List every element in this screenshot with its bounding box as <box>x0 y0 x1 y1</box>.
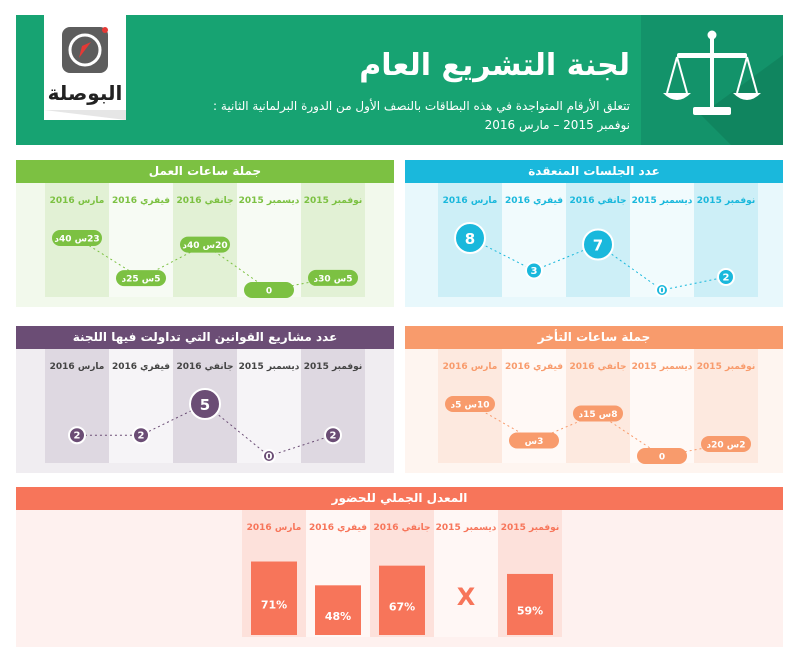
data-label: 10س 5د <box>450 400 490 411</box>
bar-label-missing: X <box>456 583 476 611</box>
month-label: نوفمبر 2015 <box>696 362 756 372</box>
logo <box>44 15 126 120</box>
chart-body <box>405 349 783 473</box>
chart-plot <box>405 183 783 307</box>
data-label: 2س 20د <box>706 440 746 451</box>
chart-body <box>16 510 783 647</box>
scales-of-justice-icon <box>641 15 783 145</box>
month-label: نوفمبر 2015 <box>303 196 363 206</box>
chart-title: عدد الجلسات المنعقدة <box>405 160 783 183</box>
chart-title: المعدل الجملي للحضور <box>16 487 783 510</box>
data-label: 2 <box>73 430 81 442</box>
chart-plot <box>16 349 394 473</box>
chart-panel-laws <box>16 326 394 473</box>
chart-plot <box>405 349 783 473</box>
data-label: 5س 30د <box>313 274 353 285</box>
chart-body <box>16 349 394 473</box>
month-label: ديسمبر 2015 <box>435 523 497 533</box>
chart-body <box>405 183 783 307</box>
month-label: فيفري 2016 <box>111 362 171 372</box>
month-label: نوفمبر 2015 <box>500 523 560 533</box>
chart-title: جملة ساعات العمل <box>16 160 394 183</box>
data-label: 3 <box>530 266 538 277</box>
data-label: 20س 40د <box>182 241 228 252</box>
data-label: 0 <box>265 451 273 463</box>
month-label: مارس 2016 <box>49 362 105 372</box>
data-label: 5 <box>199 396 211 414</box>
month-label: فيفري 2016 <box>111 196 171 206</box>
month-label: جانفي 2016 <box>569 362 627 372</box>
bar-label: 48% <box>324 610 352 624</box>
page-title: لجنة التشريع العام <box>359 48 630 83</box>
chart-plot <box>16 183 394 307</box>
month-label: جانفي 2016 <box>176 362 234 372</box>
data-label: 7 <box>592 236 604 255</box>
bar-label: 71% <box>260 598 288 612</box>
data-label: 5س 25د <box>121 274 161 285</box>
month-label: مارس 2016 <box>246 523 302 533</box>
month-label: نوفمبر 2015 <box>696 196 756 206</box>
page-subtitle: تتعلق الأرقام المتواجدة في هذه البطاقات بالنصف الأول من الدورة البرلمانية الثانية : <box>213 99 630 113</box>
month-label: فيفري 2016 <box>308 523 368 533</box>
data-label: 23س 40د <box>54 234 100 245</box>
bar-label: 67% <box>388 600 416 614</box>
chart-title: عدد مشاريع القوانين التي تداولت فيها اللجنة <box>16 326 394 349</box>
scale-panel <box>641 15 783 145</box>
chart-panel-hours <box>16 160 394 307</box>
data-label: 8 <box>464 230 476 248</box>
data-label: 0 <box>658 285 666 297</box>
month-label: ديسمبر 2015 <box>631 196 693 206</box>
month-label: نوفمبر 2015 <box>303 362 363 372</box>
data-label: 8س 15د <box>578 409 618 420</box>
logo-text: البوصلة <box>47 81 123 105</box>
chart-plot <box>16 510 783 647</box>
month-label: جانفي 2016 <box>569 196 627 206</box>
period-dates: نوفمبر 2015 – مارس 2016 <box>484 118 630 132</box>
data-label: 2 <box>329 430 337 442</box>
data-label: 2 <box>137 430 145 442</box>
data-label: 2 <box>722 272 730 284</box>
chart-panel-delay <box>405 326 783 473</box>
chart-body <box>16 183 394 307</box>
data-label: 0 <box>265 286 273 297</box>
month-label: مارس 2016 <box>49 196 105 206</box>
month-label: جانفي 2016 <box>373 523 431 533</box>
data-label: 3س <box>524 437 544 448</box>
month-label: فيفري 2016 <box>504 196 564 206</box>
chart-title: جملة ساعات التأخر <box>405 326 783 349</box>
month-label: ديسمبر 2015 <box>631 362 693 372</box>
month-label: ديسمبر 2015 <box>238 196 300 206</box>
month-label: فيفري 2016 <box>504 362 564 372</box>
month-label: مارس 2016 <box>442 362 498 372</box>
data-label: 0 <box>658 452 666 463</box>
month-label: ديسمبر 2015 <box>238 362 300 372</box>
bar-label: 59% <box>516 604 544 618</box>
month-label: مارس 2016 <box>442 196 498 206</box>
chart-panel-attendance <box>16 487 783 647</box>
month-label: جانفي 2016 <box>176 196 234 206</box>
chart-panel-sessions <box>405 160 783 307</box>
